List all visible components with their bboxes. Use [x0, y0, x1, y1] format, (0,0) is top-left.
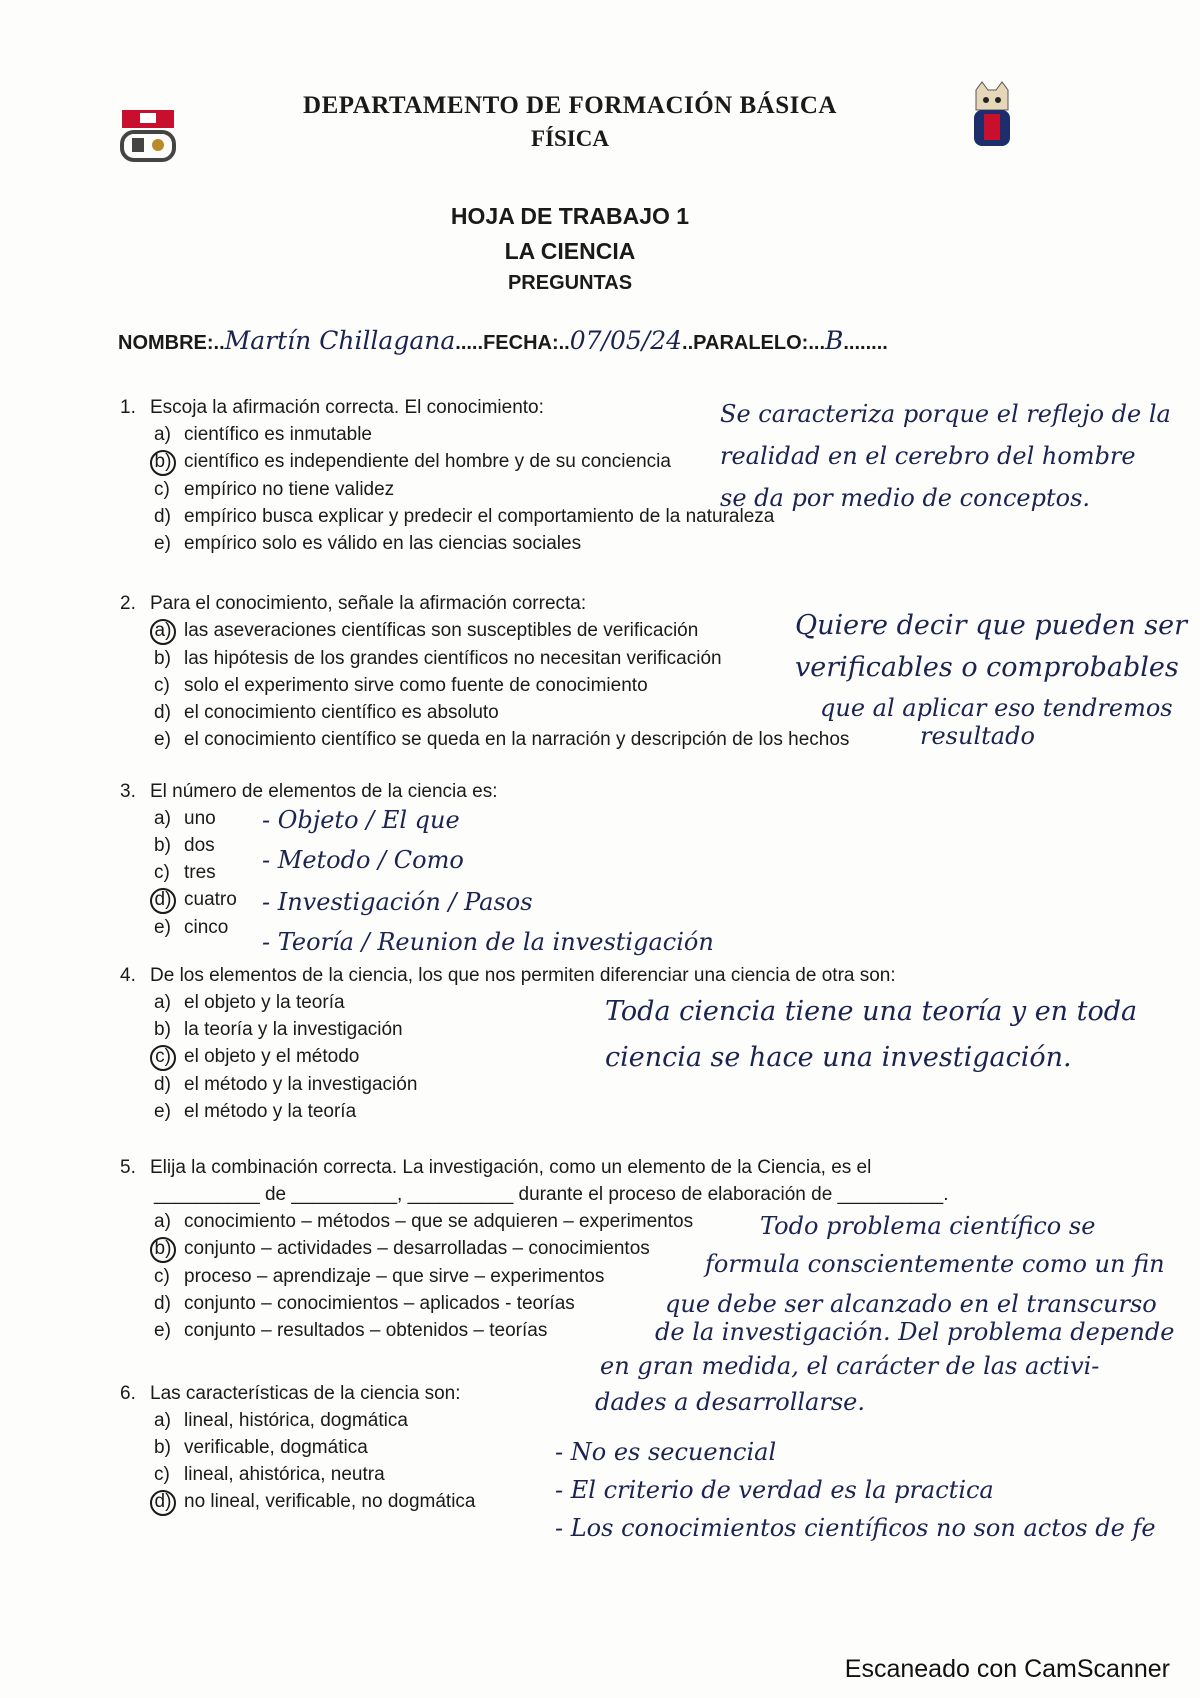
question-4: 4. De los elementos de la ciencia, los que nos permiten diferenciar una ciencia de otra son: a) el objeto y la teoría b) la teoría y la investigación c) el objeto y el método d) el método y la investigación e) el método y la teoría — [120, 962, 896, 1125]
option-e: e) cinco — [154, 917, 229, 938]
option-a: a) conocimiento – métodos – que se adquieren – experimentos — [154, 1211, 694, 1232]
option-c-selected: c) el objeto y el método — [120, 1043, 896, 1071]
question-text: Escoja la afirmación correcta. El conocimiento: — [150, 397, 544, 418]
handwritten-note: - Investigación / Pasos — [262, 888, 533, 916]
worksheet-topic: LA CIENCIA — [504, 238, 636, 264]
option-d: d) el método y la investigación — [154, 1074, 418, 1095]
option-b: b) verificable, dogmática — [154, 1437, 368, 1458]
question-text: Elija la combinación correcta. La investigación, como un elemento de la Ciencia, es el — [150, 1157, 872, 1178]
worksheet-title: HOJA DE TRABAJO 1 — [450, 203, 690, 229]
option-d: d) empírico busca explicar y predecir el comportamiento de la naturaleza — [154, 506, 775, 527]
subject-heading: FÍSICA — [531, 126, 609, 151]
department-heading: DEPARTAMENTO DE FORMACIÓN BÁSICA — [303, 92, 837, 119]
question-2: 2. Para el conocimiento, señale la afirmación correcta: a) las aseveraciones científicas son susceptibles de verificación b) las hipótesis de los grandes científicos no necesitan verificación c) solo el experimento sirve como fuente de conocimiento d) el conocimiento científico es absoluto e) el conocimiento científico se queda en la narración y descripción de los hechos — [120, 590, 849, 753]
handwritten-note: se da por medio de conceptos. — [720, 484, 1091, 512]
option-b: b) las hipótesis de los grandes científicos no necesitan verificación — [154, 648, 722, 669]
option-e: e) el método y la teoría — [154, 1101, 357, 1122]
option-c: c) tres — [154, 862, 216, 883]
name-label: NOMBRE: — [118, 332, 214, 354]
handwritten-note: que al aplicar eso tendremos — [820, 694, 1173, 722]
handwritten-note: formula conscientemente como un fin — [705, 1250, 1165, 1278]
handwritten-note: - Metodo / Como — [262, 846, 464, 874]
date-label: FECHA: — [483, 332, 559, 354]
handwritten-note: - Objeto / El que — [262, 806, 460, 834]
institution-logo-left — [120, 108, 176, 166]
option-d-selected: d) no lineal, verificable, no dogmática — [120, 1488, 476, 1516]
question-3: 3. El número de elementos de la ciencia es: a) uno b) dos c) tres d) cuatro e) cinco — [120, 778, 497, 941]
option-b: b) la teoría y la investigación — [154, 1019, 403, 1040]
handwritten-note: - El criterio de verdad es la practica — [555, 1476, 994, 1504]
option-b: b) dos — [154, 835, 215, 856]
section-value: B — [825, 326, 844, 355]
option-d-selected: d) cuatro — [120, 886, 497, 914]
handwritten-note: resultado — [920, 722, 1035, 750]
section-label: PARALELO: — [693, 332, 809, 354]
handwritten-note: - Teoría / Reunion de la investigación — [262, 928, 714, 956]
handwritten-note: Se caracteriza porque el reflejo de la — [720, 400, 1171, 428]
mascot-logo-right — [968, 80, 1016, 152]
option-c: c) proceso – aprendizaje – que sirve – experimentos — [154, 1266, 605, 1287]
question-6: 6. Las características de la ciencia son: a) lineal, histórica, dogmática b) verificable, dogmática c) lineal, ahistórica, neutra d) no lineal, verificable, no dogmática — [120, 1380, 476, 1516]
option-a: a) lineal, histórica, dogmática — [154, 1410, 408, 1431]
handwritten-note: Toda ciencia tiene una teoría y en toda — [605, 996, 1138, 1027]
handwritten-note: - Los conocimientos científicos no son actos de fe — [555, 1514, 1156, 1542]
question-text: Las características de la ciencia son: — [150, 1383, 461, 1404]
question-1: 1. Escoja la afirmación correcta. El conocimiento: a) científico es inmutable b) científico es independiente del hombre y de su conciencia c) empírico no tiene validez d) empírico busca explicar y predecir el comportamiento de la naturaleza e) empírico solo es válido en las ciencias sociales — [120, 394, 774, 557]
date-value: 07/05/24 — [569, 326, 683, 355]
option-a: a) uno — [154, 808, 216, 829]
handwritten-note: dades a desarrollarse. — [595, 1388, 865, 1416]
worksheet-section: PREGUNTAS — [507, 272, 633, 294]
option-d: d) conjunto – conocimientos – aplicados - teorías — [154, 1293, 575, 1314]
option-e: e) empírico solo es válido en las ciencias sociales — [154, 533, 582, 554]
option-c: c) lineal, ahistórica, neutra — [154, 1464, 385, 1485]
question-text: Para el conocimiento, señale la afirmación correcta: — [150, 593, 587, 614]
option-e: e) conjunto – resultados – obtenidos – teorías — [154, 1320, 548, 1341]
handwritten-note: de la investigación. Del problema depende — [655, 1318, 1175, 1346]
question-5: 5. Elija la combinación correcta. La investigación, como un elemento de la Ciencia, es el __________ de __________, __________ durante el proceso de elaboración de __________. a) conocimiento – métodos – que se adquieren – experimentos b) conjunto – actividades – desarrolladas – conocimientos c) proceso – aprendizaje – que sirve – experimentos d) conjunto – conocimientos – aplicados - teorías e) conjunto – resultados – obtenidos – teorías — [120, 1154, 948, 1344]
handwritten-note: en gran medida, el carácter de las activi- — [600, 1352, 1100, 1380]
question-text: De los elementos de la ciencia, los que nos permiten diferenciar una ciencia de otra son: — [150, 965, 896, 986]
handwritten-note: que debe ser alcanzado en el transcurso — [665, 1290, 1157, 1318]
option-c: c) empírico no tiene validez — [154, 479, 395, 500]
scanner-watermark: Escaneado con CamScanner — [844, 1655, 1170, 1683]
option-c: c) solo el experimento sirve como fuente de conocimiento — [154, 675, 648, 696]
question-blanks: __________ de __________, __________ durante el proceso de elaboración de __________. — [154, 1184, 949, 1205]
question-text: El número de elementos de la ciencia es: — [150, 781, 498, 802]
student-info-row: NOMBRE:..Martín Chillagana.....FECHA:..07/05/24..PARALELO:...B........ — [118, 326, 888, 355]
handwritten-note: verificables o comprobables — [795, 652, 1179, 683]
handwritten-note: realidad en el cerebro del hombre — [720, 442, 1136, 470]
option-a: a) el objeto y la teoría — [154, 992, 345, 1013]
handwritten-note: - No es secuencial — [555, 1438, 777, 1466]
handwritten-note: Quiere decir que pueden ser — [795, 610, 1187, 641]
handwritten-note: ciencia se hace una investigación. — [605, 1042, 1072, 1073]
option-e: e) el conocimiento científico se queda en la narración y descripción de los hechos — [154, 729, 850, 750]
option-d: d) el conocimiento científico es absoluto — [154, 702, 499, 723]
option-b-selected: b) conjunto – actividades – desarrolladas – conocimientos — [120, 1235, 948, 1263]
name-value: Martín Chillagana — [224, 326, 456, 355]
option-a: a) científico es inmutable — [154, 424, 372, 445]
option-a-selected: a) las aseveraciones científicas son susceptibles de verificación — [120, 617, 849, 645]
option-b-selected: b) científico es independiente del hombre y de su conciencia — [120, 448, 774, 476]
handwritten-note: Todo problema científico se — [760, 1212, 1096, 1240]
